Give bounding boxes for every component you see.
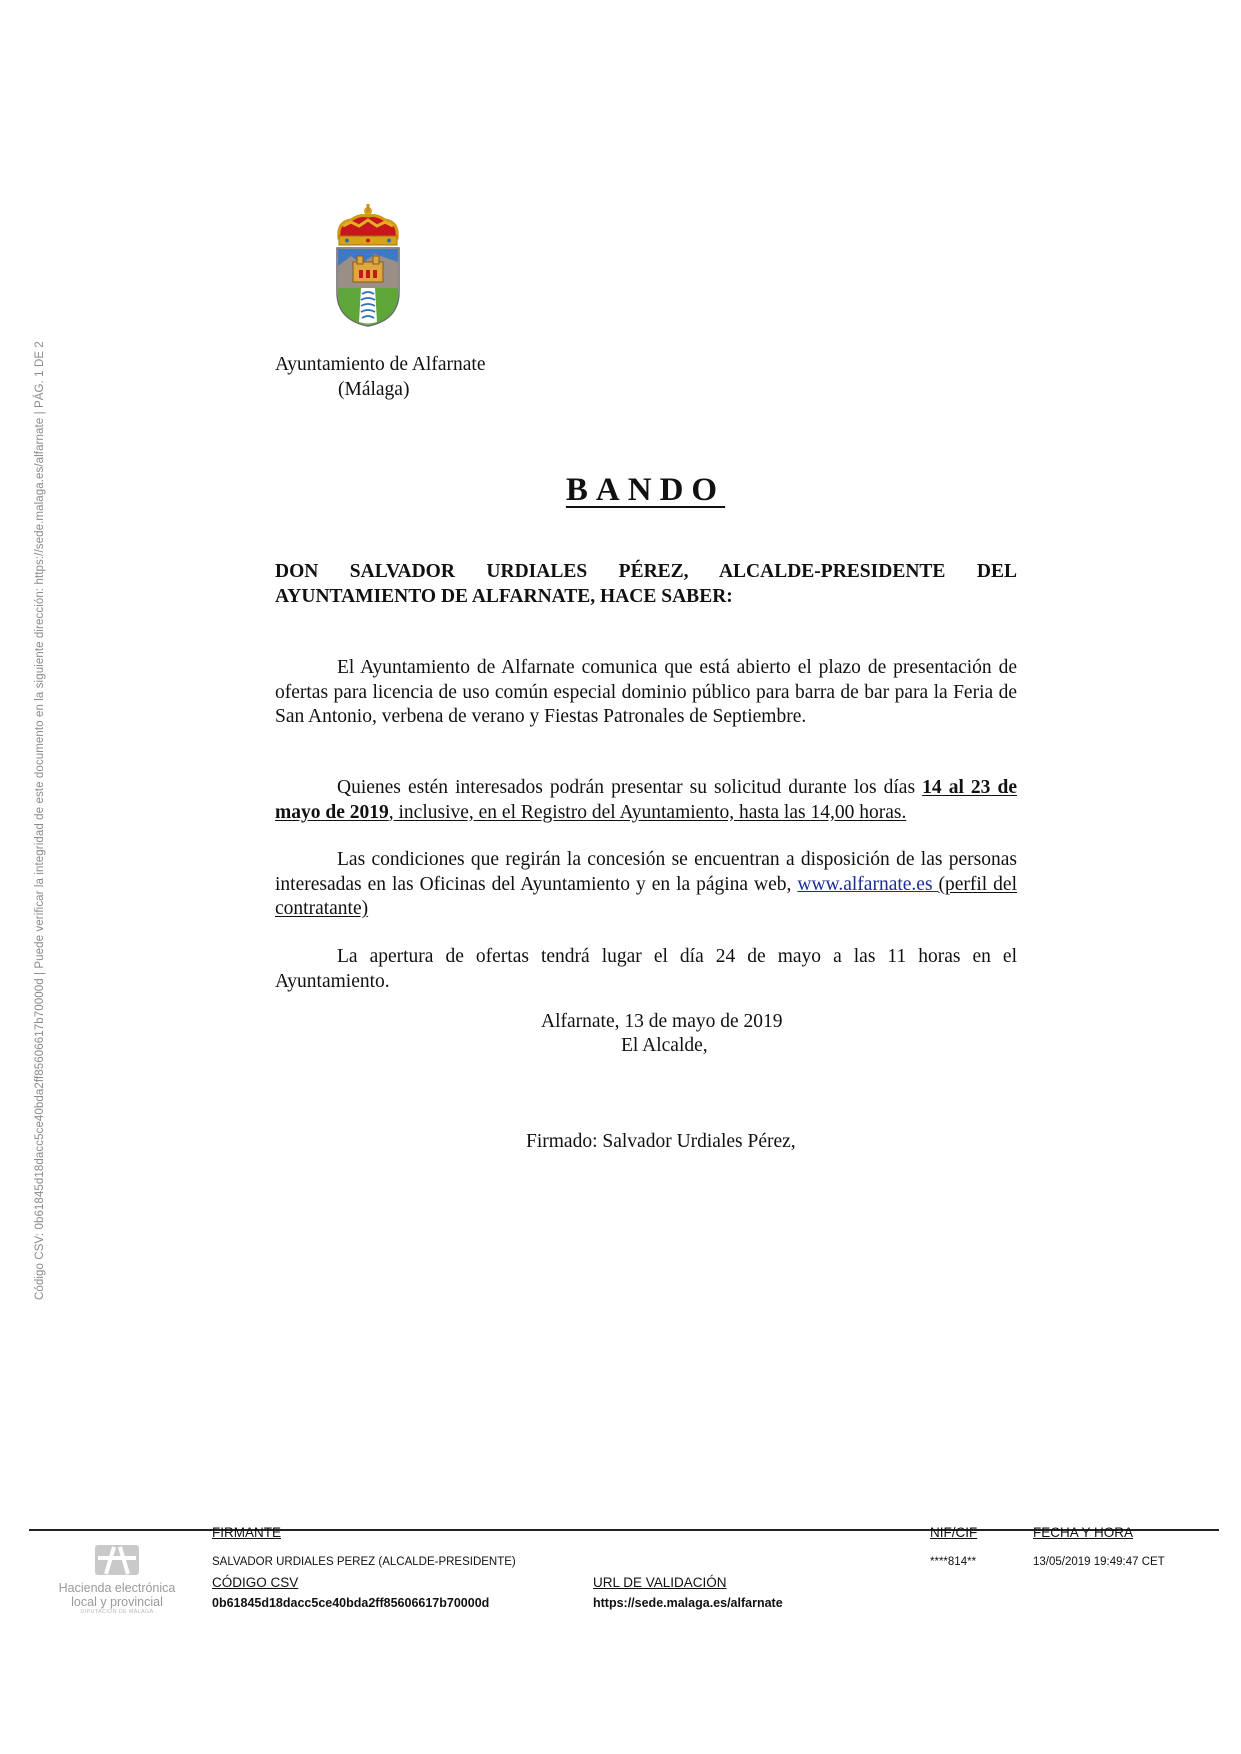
paragraph-3-text: Las condiciones que regirán la concesión se encuentran a disposición de las personas interesadas en las Oficinas del Ayuntamiento y en la página web,: [275, 849, 1017, 895]
nif-label: NIF/CIF: [930, 1525, 978, 1540]
signer-value: SALVADOR URDIALES PEREZ (ALCALDE-PRESIDENTE): [212, 1556, 516, 1568]
logo-line-1: Hacienda electrónica: [58, 1581, 176, 1595]
hacienda-logo: [52, 1544, 182, 1624]
csv-label: CÓDIGO CSV: [212, 1575, 299, 1590]
place-date: Alfarnate, 13 de mayo de 2019: [541, 1011, 783, 1032]
paragraph-3-after-link: (perfil del contratante): [275, 873, 1018, 919]
logo-line-2: local y provincial: [71, 1595, 163, 1609]
heading: DON SALVADOR URDIALES PÉREZ, ALCALDE-PRESIDENTE DEL AYUNTAMIENTO DE ALFARNATE, HACE SABER:: [275, 561, 1017, 607]
organization-line-1: Ayuntamiento de Alfarnate: [275, 354, 486, 375]
paragraph-1: El Ayuntamiento de Alfarnate comunica que está abierto el plazo de presentación de ofertas para licencia de uso común especial dominio público para barra de bar para la Feria de San Antonio, verbena de verano y Fiestas Patronales de Septiembre.: [275, 657, 1017, 727]
url-value[interactable]: https://sede.malaga.es/alfarnate: [593, 1596, 783, 1610]
paragraph-2-rest: , inclusive, en el Registro del Ayuntamiento, hasta las 14,00 horas.: [388, 801, 907, 823]
paragraph-2: [275, 776, 1017, 825]
organization-name: [275, 352, 485, 402]
signer-label: FIRMANTE: [212, 1525, 281, 1540]
paragraph-4: La apertura de ofertas tendrá lugar el día 24 de mayo a las 11 horas en el Ayuntamiento.: [275, 946, 1017, 992]
signed-by: Firmado: Salvador Urdiales Pérez,: [526, 1131, 796, 1152]
logo-small-text: DIPUTACIÓN DE MÁLAGA: [80, 1609, 154, 1615]
organization-line-2: (Málaga): [338, 379, 410, 400]
csv-value: 0b61845d18dacc5ce40bda2ff85606617b70000d: [212, 1596, 490, 1610]
document-title: BANDO: [565, 472, 726, 508]
hacienda-logo-icon: [94, 1544, 140, 1576]
verification-side-note: Código CSV: 0b61845d18dacc5ce40bda2ff85606617b70000d | Puede verificar la integridad de este documento en la siguiente dirección: https://sede.malaga.es/alfarnate | PÁG. 1 DE 2: [34, 341, 46, 1300]
paragraph-2-intro: Quienes estén interesados podrán presentar su solicitud durante los días: [337, 777, 923, 798]
nif-value: ****814**: [930, 1556, 977, 1568]
date-label: FECHA Y HORA: [1033, 1525, 1134, 1540]
signer-role: El Alcalde,: [621, 1035, 708, 1056]
date-value: 13/05/2019 19:49:47 CET: [1033, 1556, 1165, 1568]
website-link[interactable]: www.alfarnate.es: [797, 873, 939, 895]
url-label: URL DE VALIDACIÓN: [593, 1575, 727, 1590]
paragraph-3: [275, 848, 1017, 922]
paragraph-2-dates: 14 al 23 de mayo de 2019: [275, 777, 1017, 823]
coat-of-arms-icon: [333, 204, 403, 330]
